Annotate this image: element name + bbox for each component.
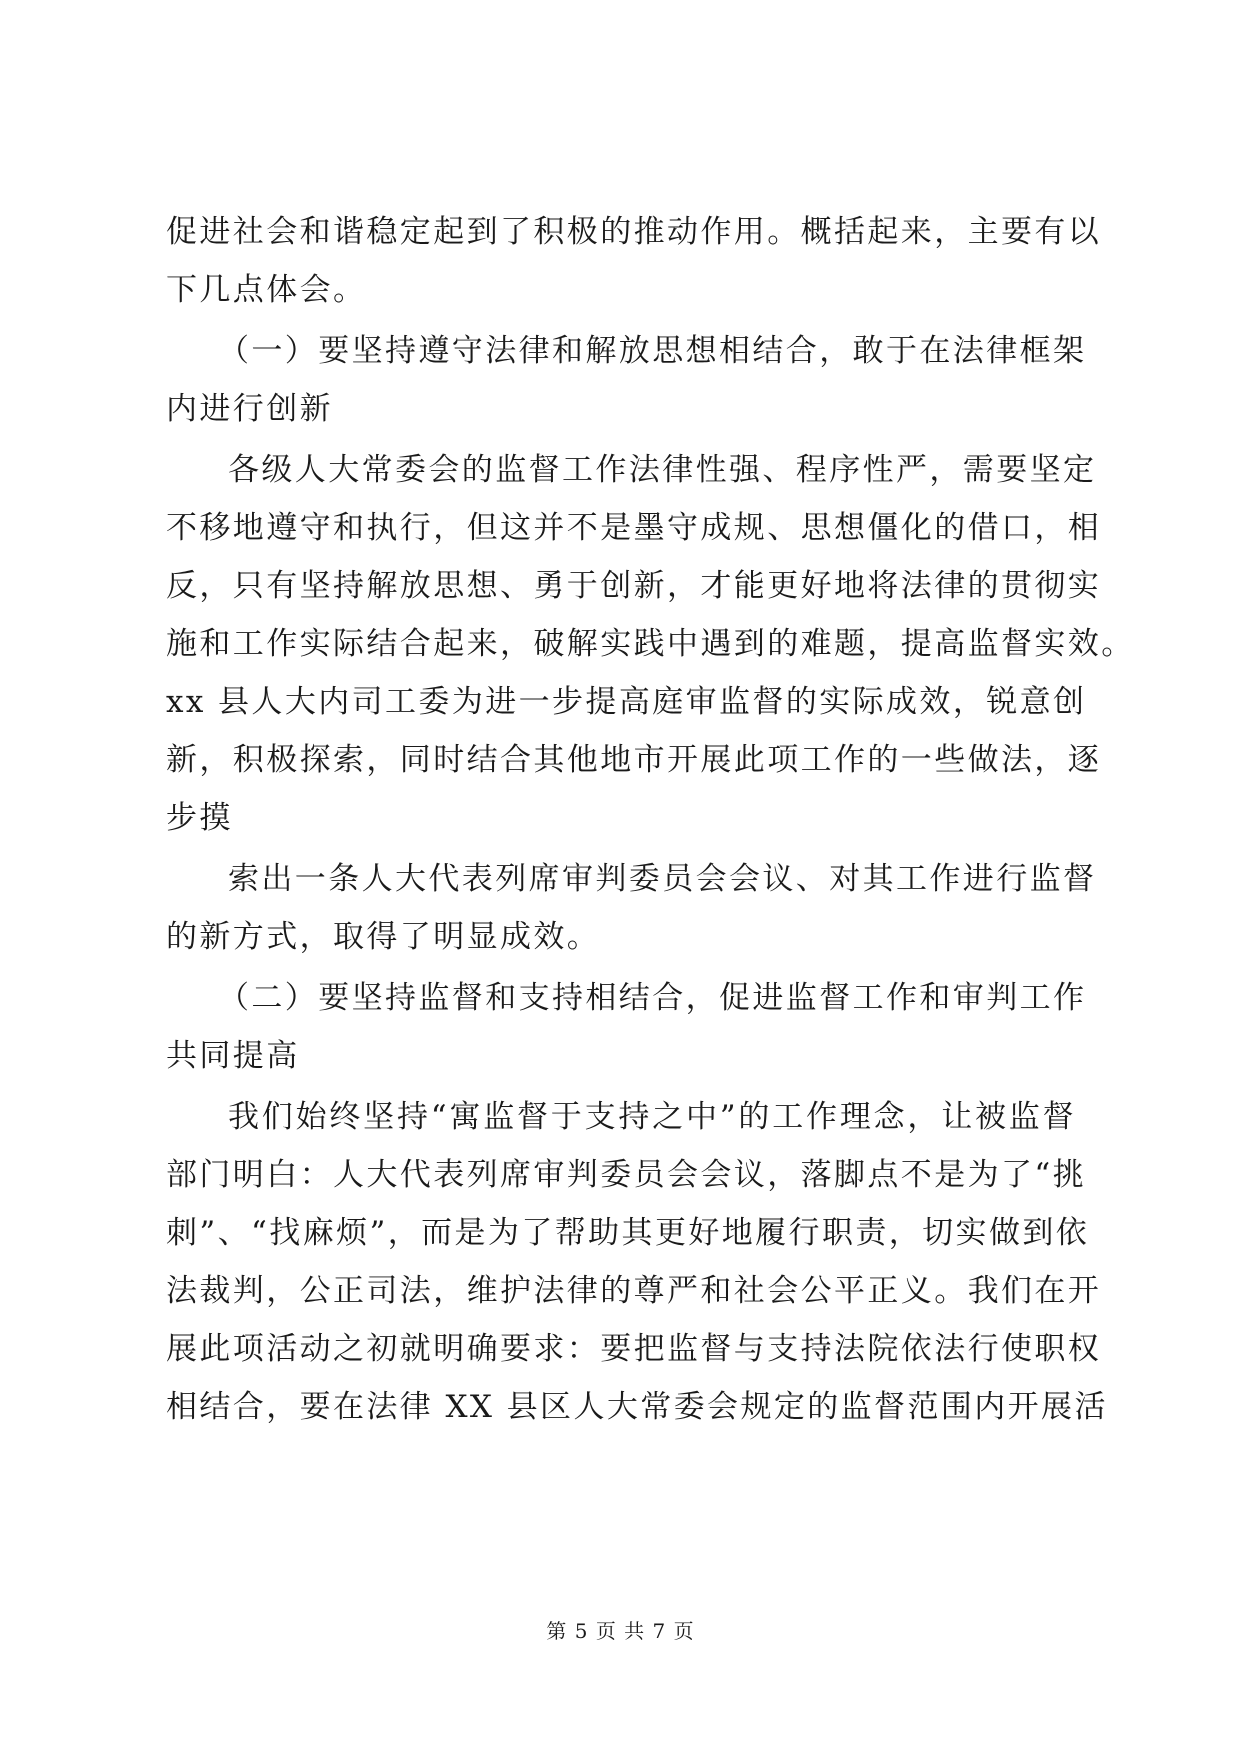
page-number-footer: 第 5 页 共 7 页 (546, 1619, 695, 1643)
text-line: 法裁判，公正司法，维护法律的尊严和社会公平正义。我们在开 (166, 1273, 1102, 1309)
text-line: 部门明白：人大代表列席审判委员会会议，落脚点不是为了“挑 (166, 1157, 1087, 1193)
section-heading-2: （二）要坚持监督和支持相结合，促进监督工作和审判工作 (218, 980, 1087, 1016)
text-line: 施和工作实际结合起来，破解实践中遇到的难题，提高监督实效。 (166, 626, 1135, 662)
text-line: 反，只有坚持解放思想、勇于创新，才能更好地将法律的贯彻实 (166, 568, 1102, 604)
text-line: 的新方式，取得了明显成效。 (166, 919, 601, 955)
text-line: 新，积极探索，同时结合其他地市开展此项工作的一些做法，逐 (166, 742, 1102, 778)
text-line: 相结合，要在法律 XX 县区人大常委会规定的监督范围内开展活 (166, 1389, 1108, 1425)
text-line: 促进社会和谐稳定起到了积极的推动作用。概括起来，主要有以 (166, 214, 1102, 250)
text-line: 各级人大常委会的监督工作法律性强、程序性严，需要坚定 (228, 452, 1097, 488)
text-line: xx 县人大内司工委为进一步提高庭审监督的实际成效，锐意创 (166, 684, 1087, 720)
section-heading-1: （一）要坚持遵守法律和解放思想相结合，敢于在法律框架 (218, 333, 1087, 369)
section-heading-1-cont: 内进行创新 (166, 391, 333, 427)
text-line: 刺”、“找麻烦”，而是为了帮助其更好地履行职责，切实做到依 (166, 1215, 1090, 1251)
text-line: 我们始终坚持“寓监督于支持之中”的工作理念，让被监督 (228, 1099, 1076, 1135)
text-line: 步摸 (166, 800, 233, 836)
text-line: 下几点体会。 (166, 272, 367, 308)
section-heading-2-cont: 共同提高 (166, 1038, 300, 1074)
text-line: 不移地遵守和执行，但这并不是墨守成规、思想僵化的借口，相 (166, 510, 1102, 546)
text-line: 展此项活动之初就明确要求：要把监督与支持法院依法行使职权 (166, 1331, 1102, 1367)
text-line: 索出一条人大代表列席审判委员会会议、对其工作进行监督 (228, 861, 1097, 897)
